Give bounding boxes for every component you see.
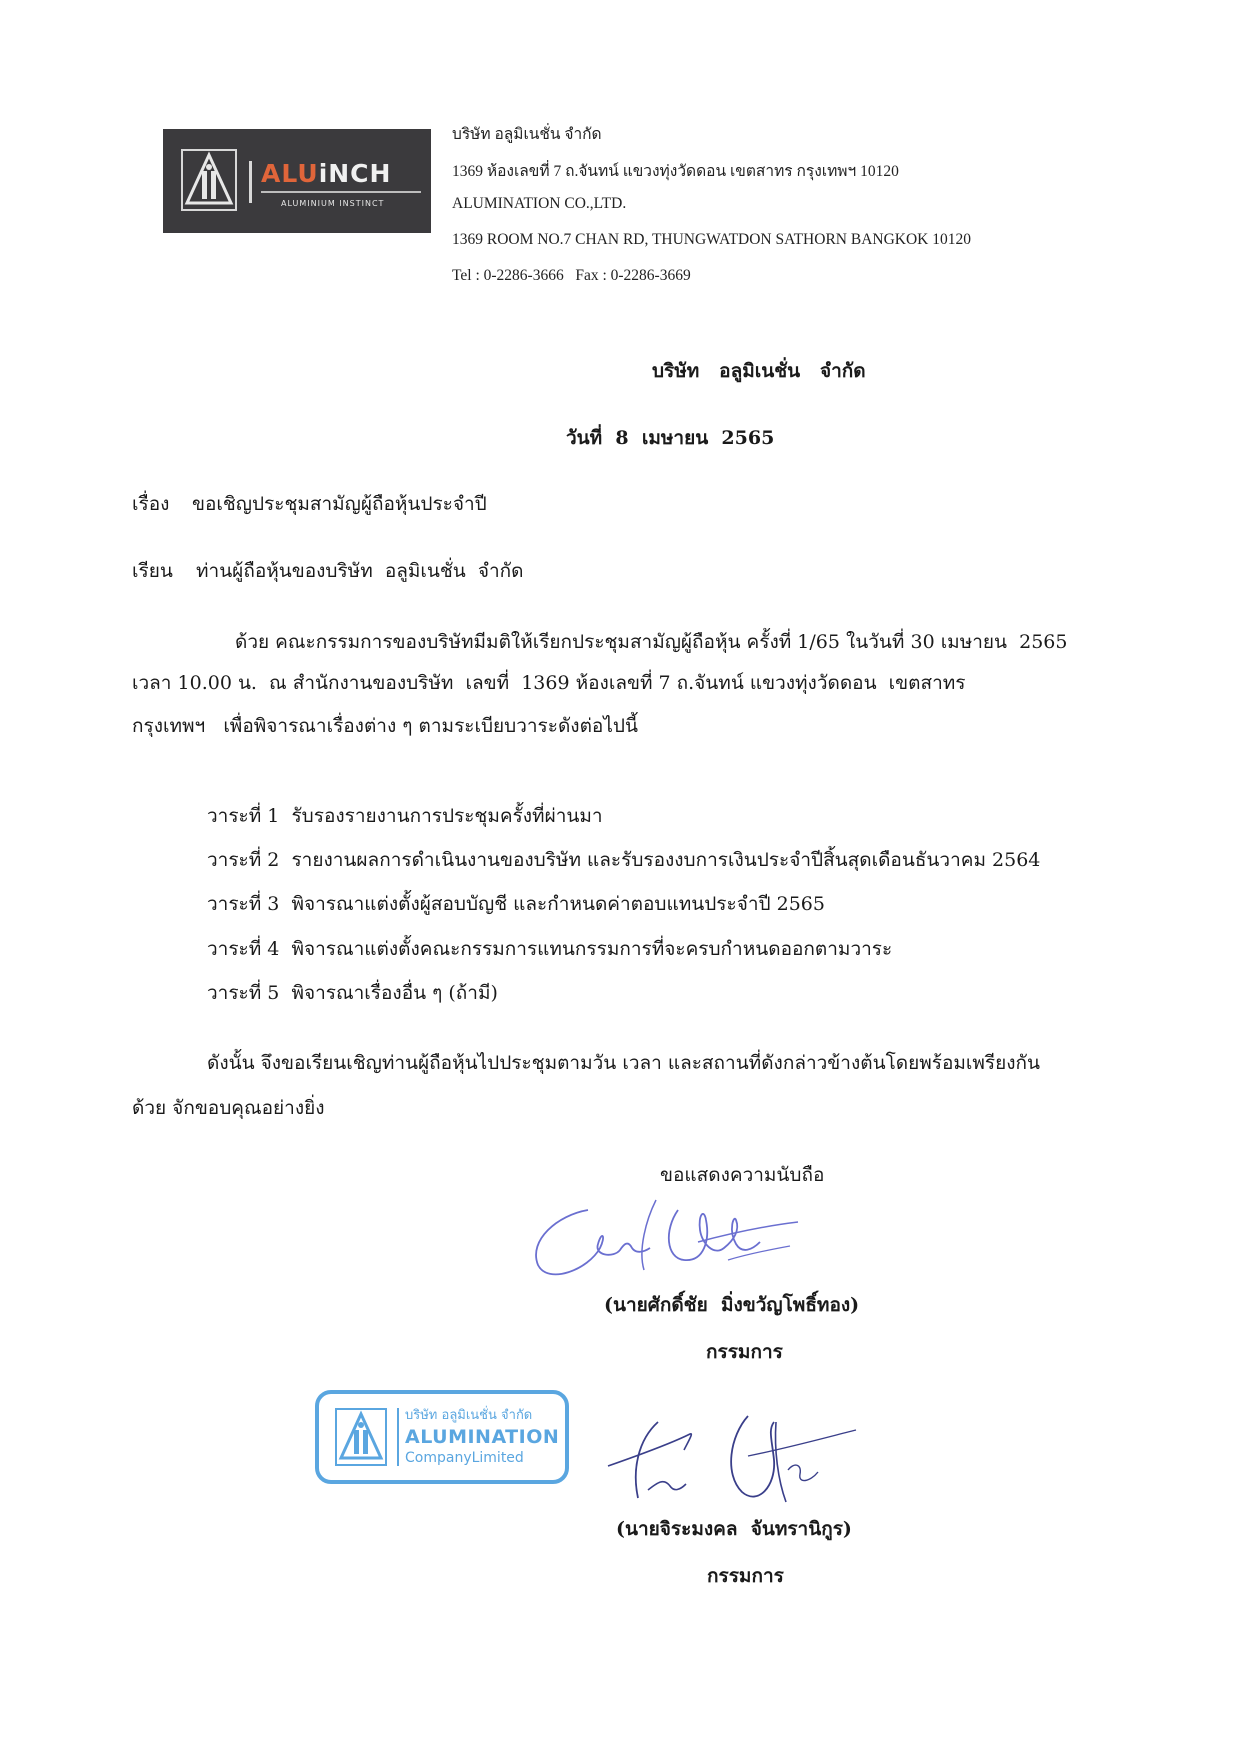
intro-line: กรุงเทพฯ เพื่อพิจารณาเรื่องต่าง ๆ ตามระเบียบวาระดังต่อไปนี้	[132, 715, 638, 737]
company-address-english: 1369 ROOM NO.7 CHAN RD, THUNGWATDON SATHORN BANGKOK 10120	[452, 231, 971, 248]
letter-date: วันที่ 8 เมษายน 2565	[566, 427, 775, 449]
signatory-1-name: (นายศักดิ์ชัย มิ่งขวัญโพธิ์ทอง)	[604, 1294, 860, 1316]
company-name-thai: บริษัท อลูมิเนชั่น จำกัด	[452, 126, 602, 143]
agenda-item: วาระที่ 5 พิจารณาเรื่องอื่น ๆ (ถ้ามี)	[207, 982, 498, 1004]
signatory-1-title: กรรมการ	[706, 1341, 783, 1363]
intro-line: เวลา 10.00 น. ณ สำนักงานของบริษัท เลขที่ 1369 ห้องเลขที่ 7 ถ.จันทน์ แขวงทุ่งวัดดอน เขตสาทร	[132, 672, 966, 694]
company-name-english: ALUMINATION CO.,LTD.	[452, 195, 627, 212]
logo-tagline: ALUMINIUM INSTINCT	[281, 199, 385, 208]
stamp-text-company: ALUMINATION	[405, 1426, 560, 1448]
signatory-2-title: กรรมการ	[707, 1565, 784, 1587]
subject-label: เรื่อง	[132, 493, 170, 515]
recipient-label: เรียน	[132, 560, 173, 582]
logo-divider	[249, 161, 252, 203]
company-contact: Tel : 0-2286-3666 Fax : 0-2286-3669	[452, 267, 691, 284]
regards-text: ขอแสดงความนับถือ	[660, 1164, 825, 1186]
aluinch-logo-mark-icon	[181, 149, 237, 211]
agenda-item: วาระที่ 4 พิจารณาแต่งตั้งคณะกรรมการแทนกรรมการที่จะครบกำหนดออกตามวาระ	[207, 938, 893, 960]
closing-line: ด้วย จักขอบคุณอย่างยิ่ง	[132, 1097, 325, 1119]
company-logo	[163, 129, 431, 233]
signature-1-icon	[528, 1170, 808, 1290]
logo-rule	[261, 191, 421, 193]
logo-wordmark: ALUiNCH	[261, 159, 392, 188]
agenda-item: วาระที่ 1 รับรองรายงานการประชุมครั้งที่ผ่านมา	[207, 805, 603, 827]
stamp-text-limited: CompanyLimited	[405, 1450, 524, 1466]
signatory-2-name: (นายจิระมงคล จันทรานิกูร)	[616, 1518, 852, 1540]
stamp-logo-mark-icon	[335, 1408, 387, 1466]
subject-text: ขอเชิญประชุมสามัญผู้ถือหุ้นประจำปี	[192, 493, 487, 515]
recipient-text: ท่านผู้ถือหุ้นของบริษัท อลูมิเนชั่น จำกัด	[196, 560, 524, 582]
stamp-text-thai: บริษัท อลูมิเนชั่น จำกัด	[405, 1408, 533, 1423]
company-stamp	[315, 1390, 569, 1484]
agenda-item: วาระที่ 2 รายงานผลการดำเนินงานของบริษัท และรับรองงบการเงินประจำปีสิ้นสุดเดือนธันวาคม 2564	[207, 849, 1041, 871]
stamp-divider	[397, 1408, 399, 1466]
closing-line: ดังนั้น จึงขอเรียนเชิญท่านผู้ถือหุ้นไปประชุมตามวัน เวลา และสถานที่ดังกล่าวข้างต้นโดยพร้อมเพรียงกัน	[207, 1052, 1041, 1074]
intro-line: ด้วย คณะกรรมการของบริษัทมีมติให้เรียกประชุมสามัญผู้ถือหุ้น ครั้งที่ 1/65 ในวันที่ 30 เมษายน 2565	[235, 631, 1068, 653]
signature-2-icon	[598, 1400, 860, 1510]
agenda-item: วาระที่ 3 พิจารณาแต่งตั้งผู้สอบบัญชี และกำหนดค่าตอบแทนประจำปี 2565	[207, 893, 825, 915]
company-address-thai: 1369 ห้องเลขที่ 7 ถ.จันทน์ แขวงทุ่งวัดดอน เขตสาทร กรุงเทพฯ 10120	[452, 163, 899, 180]
letter-sender: บริษัท อลูมิเนชั่น จำกัด	[652, 360, 866, 382]
